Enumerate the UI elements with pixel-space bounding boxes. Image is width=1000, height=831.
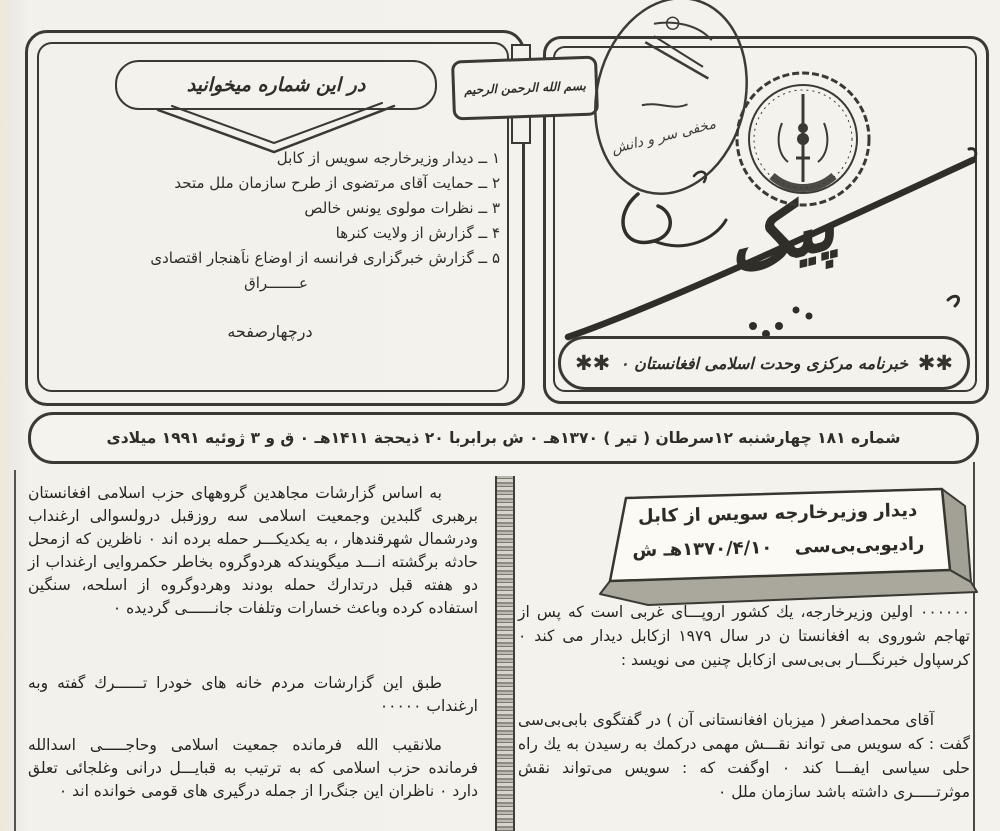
masthead-tagline-text: خبرنامه مرکزی وحدت اسلامی افغانستان ٠ [619,353,909,373]
issue-date-banner: شماره ۱۸۱ چهارشنبه ۱۲سرطان ( تیر ) ۱۳۷۰هـ ٠ ش برابربا ۲۰ ذیحجة ۱۴۱۱هـ ٠ ق و ۳ ژوئیه ۱۹۹۱ میلادی [28,412,979,464]
toc-list [52,146,500,296]
column-divider [495,476,515,831]
bismillah-text: بسم الله الرحمن الرحیم [463,78,587,98]
article-headline-block [627,500,928,562]
toc-header-label: در این شماره میخوانید [186,74,366,96]
toc-item-1: ۱ ــ دیدار وزیرخارجه سویس از کابل [276,149,500,167]
masthead-title-calligraphy: پیک [716,180,844,290]
flower-asterisk-icon: ✱ [592,351,611,375]
left-margin-rule [14,470,16,831]
bismillah-plaque [451,55,599,120]
right-column-paragraph-2: آقای محمداصغر ( میزبان افغانستانی آن ) در گفتگوی بابی‌بی‌سی گفت : که سویس می تواند نقـــش مهمی درکمك به رسیدن به یك راه حلی سیاسی ایفـــا کند ٠ اوگفت که : سویس می‌تواند نقش موثرتـــــری داشته باشد سازمان ملل ٠ [518,711,970,801]
toc-item-4: ۴ ــ گزارش از ولایت کنرها [335,224,500,242]
masthead-tagline-band [558,336,970,390]
flower-asterisk-icon: ✱ [575,351,593,375]
toc-item-5: ۵ ــ گزارش خبرگزاری فرانسه از اوضاع ناَهنجار اقتصادی [150,249,500,267]
left-column-paragraph-1: به اساس گزارشات مجاهدین گروههای حزب اسلامی افغانستان برهبری گلبدین وجمعیت اسلامی سه روزقبل درولسوالی ارغنداب ودرشمال شهرقندهار ، به یکدیکـــر حمله برده اند ٠ ناظرین که ازمحل حادثه برگشته انـــد میگویندکه هردوگروه بخاطر حکمروایی ارغنداب از دو هفته قبل درتدارك حمله بودند وهردوگروه از اسلحه، سنگین استفاده کرده وباعث خسارات وتلفات جانــــــی گردیده ٠ [28,484,478,617]
article-date: ۱۳۷۰/۴/۱۰هـ ش [632,537,773,562]
circular-emblem-seal [732,68,874,210]
left-column-paragraph-3: ملانقیب الله فرمانده جمعیت اسلامی وحاجـــــی اسدالله فرمانده حزب اسلامی که به ترتیب به قبایـــل درانی وغلجائی تعلق دارد ٠ ناظران این جنگ‌را از جمله درگیری های قومی خوانده اند ٠ [28,736,478,800]
toc-item-5-continuation: عـــــــراق [244,274,308,292]
left-column-paragraph-2: طبق این گزارشات مردم خانه های خودرا تــــــرك گفته وبه ارغنداب ٠٠٠٠٠ [28,674,478,715]
article-headline: دیدار وزیرخارجه سویس از کابل [637,499,918,528]
flower-asterisk-icon: ✱ [917,351,936,375]
toc-footer-pages-note: درچهارصفحه [227,322,313,341]
article-source: رادیوبی‌بی‌سی [794,533,925,558]
toc-item-3: ۳ ــ نظرات مولوی یونس خالص [304,199,500,217]
right-column-paragraph-1: ٠٠٠٠٠٠ اولین وزیرخارجه، یك کشور اروپـــای غربی است که پس از تهاجم شوروی به افغانستا ن در سال ۱۹۷۹ ازکابل دیدار می کند ٠ کرسپاول خبرنگـــار بی‌بی‌سی ازکابل چنین می نویسد : [518,603,970,669]
oval-stamp-text: مخفی سر و دانش [610,116,718,158]
toc-item-2: ۲ ــ حمایت آقای مرتضوی از طرح سازمان ملل متحد [174,174,500,192]
flower-asterisk-icon: ✱ [935,351,953,375]
